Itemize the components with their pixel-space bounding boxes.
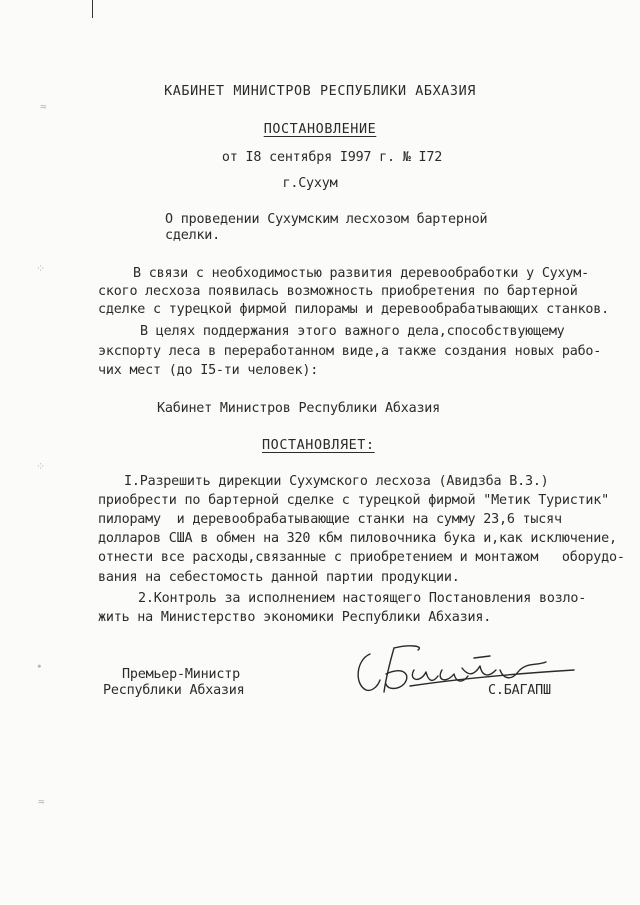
date-number-line: от I8 сентября I997 г. № I72 bbox=[221, 150, 443, 165]
signer-position-line-1: Премьер-Министр bbox=[122, 667, 240, 682]
preamble-line: сделке с турецкой фирмой пилорамы и деревообрабатывающих станков. bbox=[98, 302, 610, 317]
punch-hole-mark: ≈ bbox=[38, 795, 45, 808]
issuer-line: Кабинет Министров Республики Абхазия bbox=[157, 401, 441, 416]
signer-name: С.БАГАПШ bbox=[488, 683, 551, 698]
handwritten-signature bbox=[350, 640, 580, 700]
item-line: жить на Министерство экономики Республики Абхазия. bbox=[98, 610, 492, 625]
scan-edge-mark bbox=[92, 0, 93, 18]
punch-hole-mark: ⁘ bbox=[36, 460, 46, 473]
item-line: приобрести по бартерной сделке с турецкой фирмой "Метик Туристик" bbox=[98, 493, 610, 508]
punch-hole-mark: ≈ bbox=[40, 100, 47, 113]
punch-hole-mark: ⁘ bbox=[36, 262, 46, 275]
decree-word: ПОСТАНОВЛЯЕТ: bbox=[262, 438, 375, 453]
item-line: I.Разрешить дирекции Сухумского лесхоза (Авидзба В.З.) bbox=[124, 474, 549, 489]
item-line: долларов США в обмен на 320 кбм пиловочника бука и,как исключение, bbox=[98, 531, 617, 546]
subject-line-2: сделки. bbox=[165, 228, 221, 243]
preamble-line: чих мест (до I5-ти человек): bbox=[98, 363, 319, 378]
signer-position-line-2: Республики Абхазия bbox=[103, 683, 245, 698]
subject-line-1: О проведении Сухумским лесхозом бартерной bbox=[165, 212, 488, 227]
preamble-line: экспорту леса в переработанном виде,а также создания новых рабо- bbox=[98, 344, 602, 359]
item-line: вания на себестомость данной партии продукции. bbox=[98, 570, 460, 585]
preamble-line: ского лесхоза появилась возможность приобретения по бартерной bbox=[98, 284, 578, 299]
cabinet-heading: КАБИНЕТ МИНИСТРОВ РЕСПУБЛИКИ АБХАЗИЯ bbox=[164, 84, 476, 99]
item-line: отнести все расходы,связанные с приобретением и монтажом оборудо- bbox=[98, 550, 625, 565]
item-line: 2.Контроль за исполнением настоящего Постановления возло- bbox=[138, 591, 587, 606]
item-line: пилораму и деревообрабатывающие станки на сумму 23,6 тысяч bbox=[98, 512, 562, 527]
preamble-line: В связи с необходимостью развития деревообработки у Сухум- bbox=[133, 266, 589, 281]
document-type-title: ПОСТАНОВЛЕНИЕ bbox=[263, 122, 377, 137]
punch-hole-mark: ∙ bbox=[36, 660, 43, 673]
city-line: г.Сухум bbox=[282, 176, 338, 191]
preamble-line: В целях поддержания этого важного дела,способствующему bbox=[140, 324, 565, 339]
